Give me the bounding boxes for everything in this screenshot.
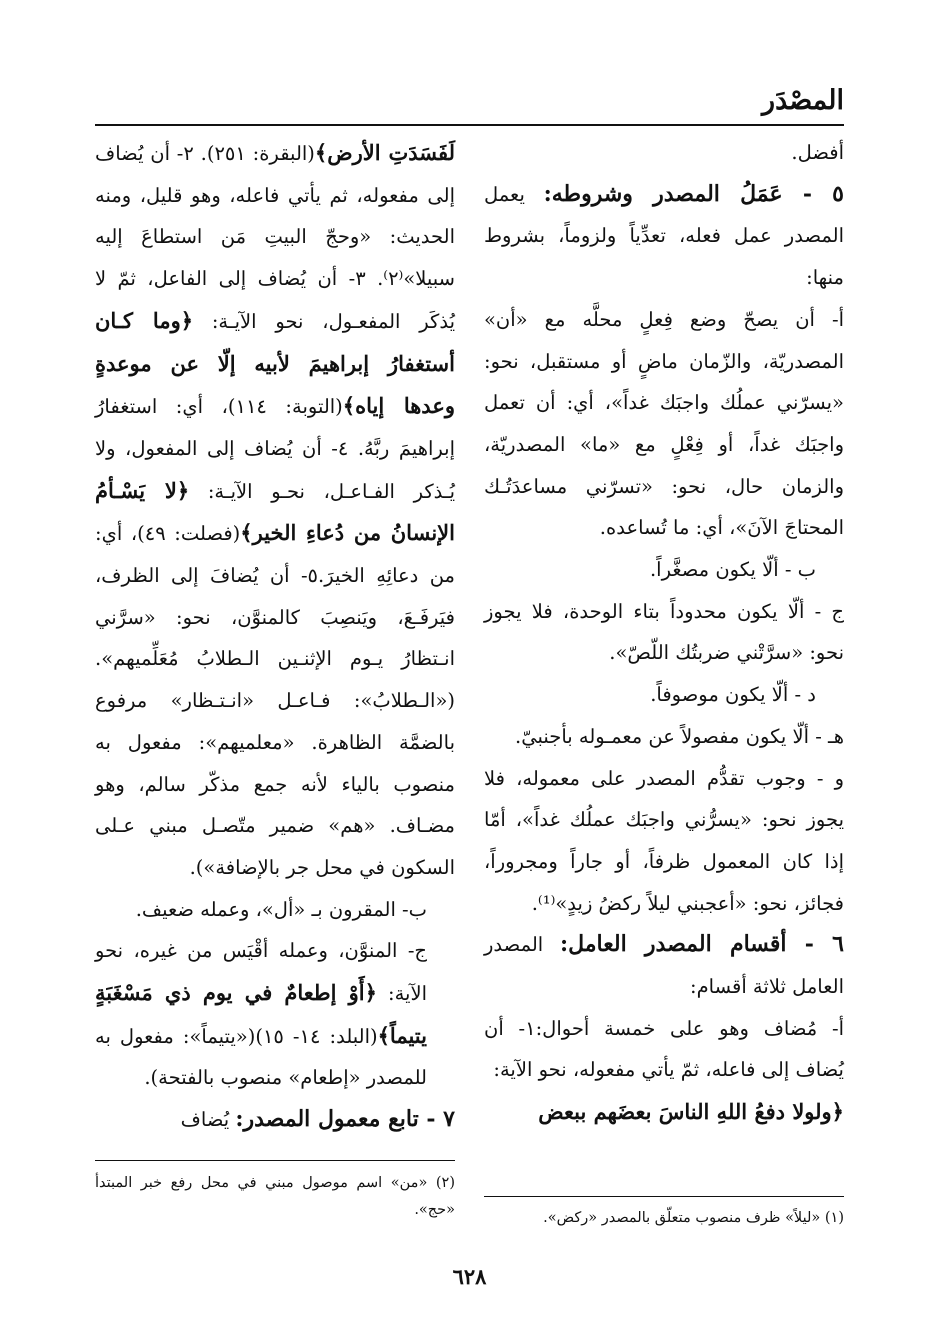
paragraph: و - وجوب تقدُّم المصدر على معموله، فلا يجوز نحو: «يسرُّني واجبَك عملُك غداً»، أمّا إذا كان المعمول ظرفاً، أو جاراً ومجروراً، فجائز، نحو: «أعجبني ليلاً ركضُ زيدٍ»⁽¹⁾. [484,766,844,915]
left-column [95,132,455,1141]
footnote: (١) «ليلاً» ظرف منصوب متعلّق بالمصدر «ركض». [543,1210,844,1226]
section-heading: ٦ - أقسام المصدر العامل: [559,931,844,958]
page-number: ٦٢٨ [452,1264,487,1289]
quran-verse: لَفَسَدَتِ الأرض﴾ [314,140,456,165]
paragraph: ج - ألّا يكون محدوداً بتاء الوحدة، فلا يجوز نحو: «سرَّتْني ضربتُك اللّصّ». [484,599,844,665]
footnote: (٢) «من» اسم موصول مبني في محل رفع خبر المبتدأ «حج». [95,1175,455,1218]
quran-verse: ﴿وما كـان أستغفارُ إبراهيمَ لأبيه إلّا عن موعدةٍ وعدها إياه﴾ [95,307,455,419]
footnote-rule [484,1196,844,1197]
paragraph: هـ - ألّا يكون مفصولاً عن معمـوله بأجنبيّ. [515,724,844,748]
paragraph: ب - ألّا يكون مصغَّراً. [649,558,816,582]
page-header [95,78,844,126]
quran-verse: ﴿لا يَسْـأمُ الإنسانُ من دُعاءِ الخير﴾ [95,477,455,546]
paragraph: ٥ - عَمَلُ المصدر وشروطه: يعمل المصدر عمل فعله، تعدِّياً ولزوماً، بشروط منها: [484,180,844,290]
section-heading: ٧ - تابع معمول المصدر: [235,1106,455,1133]
quran-verse: ﴿ولولا دفعُ اللهِ الناسَ بعضَهم ببعض [538,1099,844,1125]
paragraph: لَفَسَدَتِ الأرض﴾(البقرة: ٢٥١). ٢- أن يُضاف إلى مفعوله، ثم يأتي فاعله، وهو قليل، ومنه الحديث: «وحجّ البيتِ مَن استطاعَ إليه سبيلا»⁽٢⁾. ٣- أن يُضاف إلى الفاعل، ثمّ لا يُذكَر المفعـول، نحو الآيـة: ﴿وما كـان أستغفارُ إبراهيمَ لأبيه إلّا عن موعدةٍ وعدها إياه﴾(التوبة: ١١٤)، أي: استغفارُ إبراهيمَ ربَّهُ. ٤- أن يُضاف إلى المفعول، ولا يُـذكر الفـاعـل، نحـو الآيـة: ﴿لا يَسْـأمُ الإنسانُ من دُعاءِ الخير﴾(فصلت: ٤٩)، أي: من دعائِهِ الخيرَ.٥- أن يُضافَ إلى الظرف، فيَرفَـعَ، ويَنصِبَ كالمنوَّن، نحو: «سرَّني انـتظارُ يـوم الإثنـين الـطلابُ مُعَلِّميهم».(«الـطلابُ»: فـاعـل «انـتـظار» مرفوع بالضمَّة الظاهرة. «معلميهم»: مفعول به منصوب بالياء لأنه جمع مذكّر سالم، وهو مضـاف. «هم» ضمير متّصـل مبني عـلى السكون في محل جر بالإضافة»). [95,140,456,879]
paragraph: أ- مُضاف وهو على خمسة أحوال:١- أن يُضاف إلى فاعله، ثمّ يأتي مفعوله، نحو الآية: [484,1016,844,1082]
section-heading: ٥ - عَمَلُ المصدر وشروطه: [543,180,844,207]
paragraph: ج- المنوَّن، وعمله أقْيَس من غيره، نحو الآية: ﴿أَوْ إطعامٌ في يوم ذي مَسْغَبَةٍ يتيماً﴾(البلد: ١٤- ١٥)(«يتيماً»: مفعول به للمصدر «إطعام» منصوب بالفتحة). [95,939,427,1090]
paragraph: أفضل. [791,141,844,164]
paragraph: ٧ - تابع معمول المصدر: يُضاف [180,1106,455,1133]
footnote-rule [95,1160,455,1161]
right-column [484,132,844,1134]
paragraph: د - ألّا يكون موصوفاً. [650,683,816,707]
paragraph: ٦ - أقسام المصدر العامل: المصدر العامل ثلاثة أقسام: [484,931,844,999]
page-title: المصْدَر [762,85,844,116]
quran-verse: ﴿أَوْ إطعامٌ في يوم ذي مَسْغَبَةٍ يتيماً﴾ [95,980,427,1048]
paragraph: أ- أن يصحّ وضع فِعلٍ محلَّه مع «أن» المصدريّة، والزّمان ماضٍ أو مستقبل، نحو: «يسرّني عملُك واجبَك غداً»، أي: أن تعمل واجبَك غداً، أو فِعْلٍ مع «ما» المصدريّة، والزمان حال، نحو: «تسرّني مساعدَتُـك المحتاجَ الآنَ»، أي: ما تُساعده. [484,307,844,540]
paragraph: ب- المقرون بـ «أل»، وعمله ضعيف. [135,897,427,921]
